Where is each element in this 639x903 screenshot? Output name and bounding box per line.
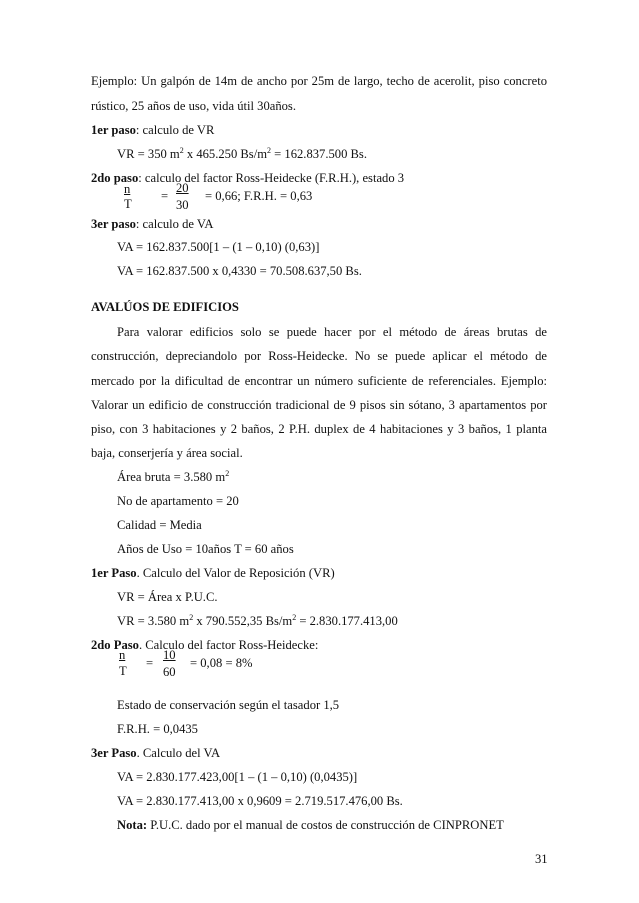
section-title-text: AVALÚOS DE EDIFICIOS (91, 300, 239, 314)
fraction-2-t: T (119, 664, 127, 678)
va2-line-1: VA = 2.830.177.423,00[1 – (1 – 0,10) (0,0435)] (117, 770, 358, 784)
fraction-2-equals: = (146, 656, 154, 670)
paragraph-line-1: Para valorar edificios solo se puede hacer por el método de áreas brutas de (117, 325, 547, 339)
step-3b-heading (91, 745, 220, 761)
paragraph-line-4: Valorar un edificio de construcción tradicional de 9 pisos sin sótano, 3 apartamentos por (91, 398, 547, 412)
va-line-2: VA = 162.837.500 x 0,4330 = 70.508.637,50 Bs. (117, 264, 362, 278)
area-exponent: 2 (225, 469, 230, 478)
fraction-1-equals: = (161, 189, 169, 203)
step-2b-text: . Calculo del factor Ross-Heidecke: (138, 638, 319, 652)
note-label: Nota: (117, 818, 148, 832)
paragraph-line-2: construcción, depreciandolo por Ross-Heidecke. No se puede aplicar el método de (91, 349, 547, 363)
step-3b-label: 3er Paso (91, 746, 137, 760)
vr-equation (117, 146, 367, 162)
step-1-heading (91, 122, 214, 138)
vr-part-c: = 162.837.500 Bs. (271, 147, 367, 161)
vr-exponent-1: 2 (179, 146, 184, 155)
fraction-1-t: T (124, 197, 132, 211)
fraction-2-numerator: 10 (163, 648, 176, 662)
step-3-heading (91, 216, 213, 232)
num-apartments: No de apartamento = 20 (117, 494, 239, 508)
area-bruta-text: Área bruta = 3.580 m (117, 470, 226, 484)
conservation-state: Estado de conservación según el tasador 1,5 (117, 698, 340, 712)
vr-part-a: VR = 350 m (117, 147, 180, 161)
fraction-2-result: = 0,08 = 8% (190, 656, 253, 670)
paragraph-line-6: baja, conserjería y área social. (91, 446, 243, 460)
example-line-1: Ejemplo: Un galpón de 14m de ancho por 25m de largo, techo de acerolit, piso concreto (91, 74, 547, 88)
note-text: P.U.C. dado por el manual de costos de construcción de CINPRONET (147, 818, 504, 832)
step-1b-text: . Calculo del Valor de Reposición (VR) (136, 566, 335, 580)
frh-value: F.R.H. = 0,0435 (117, 722, 198, 736)
step-3-text: : calculo de VA (135, 217, 214, 231)
vr-formula: VR = Área x P.U.C. (117, 590, 218, 604)
vr-part-b: x 465.250 Bs/m (183, 147, 268, 161)
step-1b-label: 1er Paso (91, 566, 137, 580)
step-1-text: : calculo de VR (135, 123, 215, 137)
step-2-label: 2do paso (91, 171, 139, 185)
vr2-exponent-2: 2 (292, 613, 297, 622)
vr2-part-a: VR = 3.580 m (117, 614, 190, 628)
vr2-part-b: x 790.552,35 Bs/m (193, 614, 293, 628)
step-3b-text: . Calculo del VA (136, 746, 221, 760)
paragraph-line-5: piso, con 3 habitaciones y 2 baños, 2 P.H. duplex de 4 habitaciones y 3 baños, 1 planta (91, 422, 547, 436)
paragraph-line-3: mercado por la dificultad de encontrar un número suficiente de referenciales. Ejemplo: (91, 374, 547, 388)
years-of-use: Años de Uso = 10años T = 60 años (117, 542, 294, 556)
step-1-label: 1er paso (91, 123, 136, 137)
va2-line-2: VA = 2.830.177.413,00 x 0,9609 = 2.719.517.476,00 Bs. (117, 794, 403, 808)
va-line-1: VA = 162.837.500[1 – (1 – 0,10) (0,63)] (117, 240, 320, 254)
step-3-label: 3er paso (91, 217, 136, 231)
step-2-heading (91, 170, 404, 186)
fraction-2-n: n (119, 648, 126, 662)
fraction-1-numerator: 20 (176, 181, 189, 195)
fraction-2-denominator: 60 (163, 665, 176, 679)
page-number: 31 (535, 852, 548, 866)
vr-equation-2 (117, 613, 398, 629)
example-line-2: rústico, 25 años de uso, vida útil 30años. (91, 99, 296, 113)
quality: Calidad = Media (117, 518, 202, 532)
step-2-text: : calculo del factor Ross-Heidecke (F.R.H.), estado 3 (138, 171, 405, 185)
section-title (91, 299, 239, 315)
step-1b-heading (91, 565, 335, 581)
area-bruta (117, 469, 229, 485)
fraction-1-result: = 0,66; F.R.H. = 0,63 (205, 189, 313, 203)
fraction-1-n: n (124, 182, 131, 196)
fraction-1-denominator: 30 (176, 198, 189, 212)
note (117, 817, 504, 833)
vr2-part-c: = 2.830.177.413,00 (296, 614, 398, 628)
step-2b-label: 2do Paso (91, 638, 139, 652)
vr-exponent-2: 2 (267, 146, 272, 155)
vr2-exponent-1: 2 (189, 613, 194, 622)
